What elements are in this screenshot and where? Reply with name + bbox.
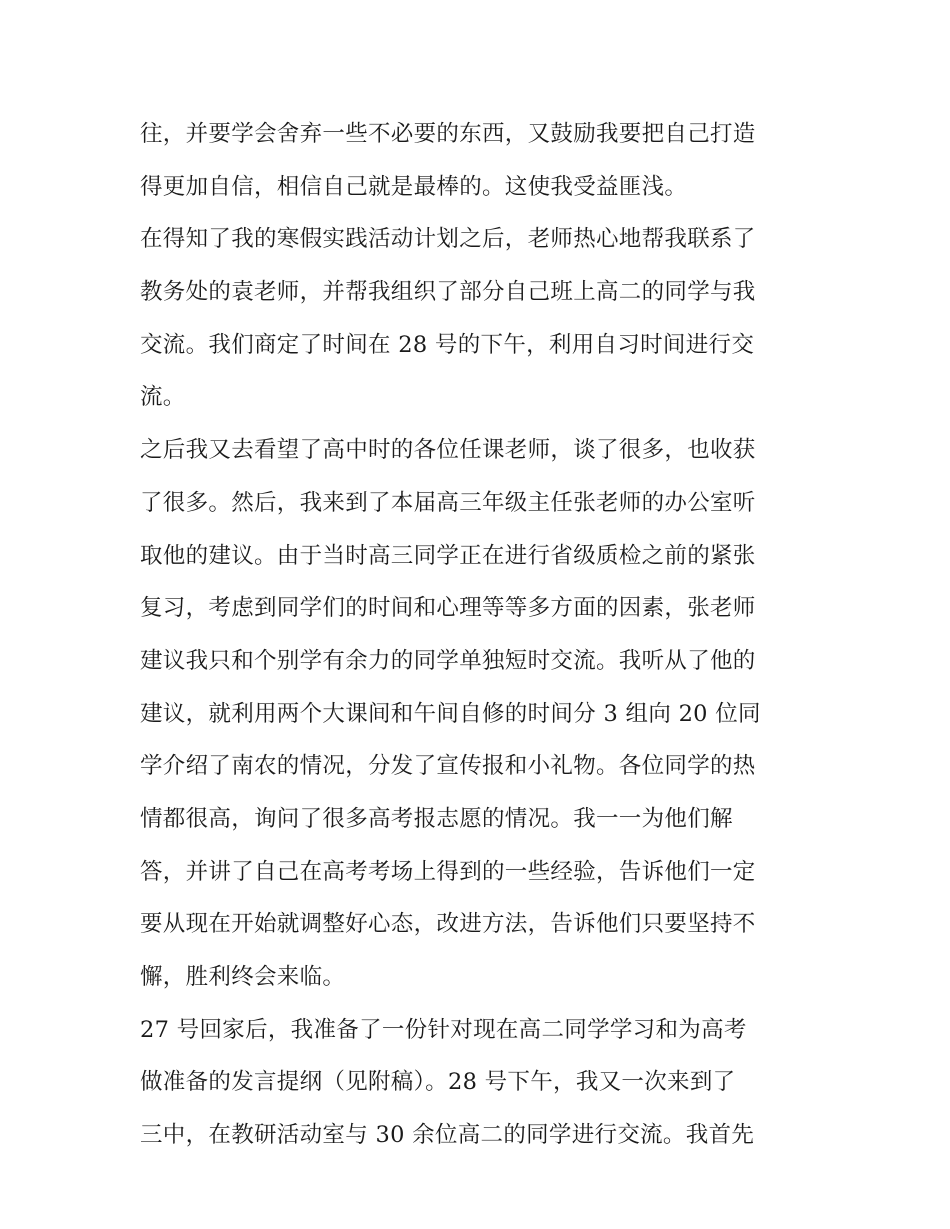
text-line: 在得知了我的寒假实践活动计划之后，老师热心地帮我联系了 <box>140 226 756 253</box>
text-line: 往，并要学会舍弃一些不必要的东西，又鼓励我要把自己打造 <box>140 121 756 147</box>
text-line: 建议我只和个别学有余力的同学单独短时交流。我听从了他的 <box>140 647 756 674</box>
text-line: 取他的建议。由于当时高三同学正在进行省级质检之前的紧张 <box>140 542 756 569</box>
text-line: 学介绍了南农的情况，分发了宣传报和小礼物。各位同学的热 <box>140 753 756 780</box>
text-line: 建议，就利用两个大课间和午间自修的时间分 3 组向 20 位同 <box>140 700 761 727</box>
text-line: 27 号回家后，我准备了一份针对现在高二同学学习和为高考 <box>140 1016 747 1043</box>
text-line: 懈，胜利终会来临。 <box>140 964 346 990</box>
text-line: 情都很高，询问了很多高考报志愿的情况。我一一为他们解 <box>140 805 733 832</box>
text-line: 要从现在开始就调整好心态，改进方法，告诉他们只要坚持不 <box>140 911 756 938</box>
text-line: 得更加自信，相信自己就是最棒的。这使我受益匪浅。 <box>140 173 688 200</box>
text-line: 流。 <box>140 384 186 411</box>
text-line: 交流。我们商定了时间在 28 号的下午，利用自习时间进行交 <box>140 331 755 358</box>
text-line: 教务处的袁老师，并帮我组织了部分自己班上高二的同学与我 <box>140 279 756 306</box>
text-line: 答，并讲了自己在高考考场上得到的一些经验，告诉他们一定 <box>140 858 756 885</box>
text-line: 复习，考虑到同学们的时间和心理等等多方面的因素，张老师 <box>140 595 756 622</box>
text-line: 做准备的发言提纲（见附稿）。28 号下午，我又一次来到了 <box>140 1069 736 1096</box>
text-line: 三中，在教研活动室与 30 余位高二的同学进行交流。我首先 <box>140 1122 755 1149</box>
text-line: 了很多。然后，我来到了本届高三年级主任张老师的办公室听 <box>140 489 756 516</box>
document-body <box>140 108 812 1162</box>
text-line: 之后我又去看望了高中时的各位任课老师，谈了很多，也收获 <box>140 437 756 464</box>
